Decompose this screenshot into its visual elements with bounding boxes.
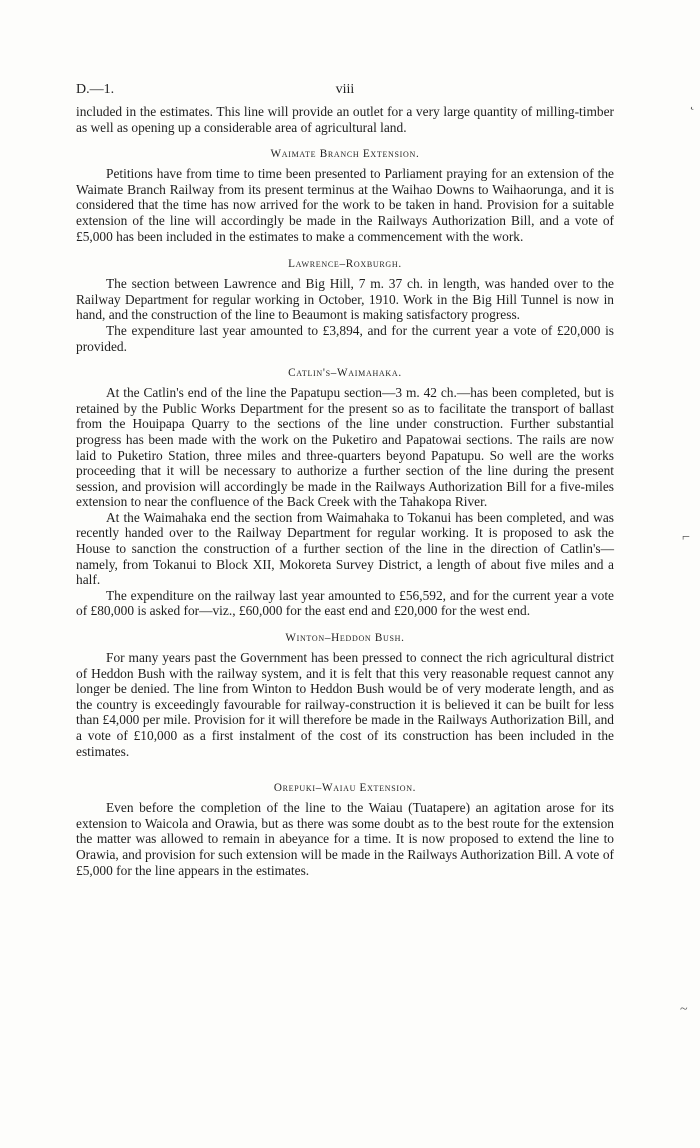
section-title-catlins: Catlin's–Waimahaka. <box>288 367 402 380</box>
document-reference: D.—1. <box>76 82 115 97</box>
intro-paragraph: included in the estimates. This line will provide an outlet for a very large quantity of milling-timber as well as opening up a considerable area of agricultural land. <box>76 104 614 135</box>
catlins-paragraph-1: At the Catlin's end of the line the Papatupu section—3 m. 42 ch.—has been completed, but is retained by the Public Works Department for the present so as to facilitate the transport of ballast from the Houipapa Quarry to the sections of the line under construction. Further substantial progress has been made with the work on the Puketiro and Papatowai sections. The rails are now laid to Puketiro Station, three miles and three-quarters beyond Papatupu. So well are the works proceeding that it will be necessary to authorize a further section of the line during the present session, and provision will accordingly be made in the Railways Authorization Bill for a five-miles extension to near the confluence of the Back Creek with the Tahakopa River. <box>76 385 614 510</box>
page-header <box>76 82 614 104</box>
waimate-paragraph-1: Petitions have from time to time been presented to Parliament praying for an extension of the Waimate Branch Railway from its present terminus at the Waihao Downs to Waihaorunga, and it is considered that the time has now arrived for the work to be taken in hand. Provision for a suitable extension of the line will accordingly be made in the Railways Authorization Bill, and a vote of £5,000 has been included in the estimates to make a commencement with the work. <box>76 166 614 244</box>
section-title-winton: Winton–Heddon Bush. <box>285 632 405 645</box>
scan-mark: ⌐ <box>682 530 690 545</box>
section-title-orepuki: Orepuki–Waiau Extension. <box>273 782 417 795</box>
lawrence-paragraph-2: The expenditure last year amounted to £3,894, and for the current year a vote of £20,000 is provided. <box>76 322 614 354</box>
scan-mark: ˛ <box>690 96 695 111</box>
orepuki-paragraph-1: Even before the completion of the line to the Waiau (Tuatapere) an agitation arose for its extension to Waicola and Orawia, but as there was some doubt as to the best route for the extension the matter was allowed to remain in abeyance for a time. It is now proposed to extend the line to Orawia, and provision for such extension will be made in the Railways Authorization Bill. A vote of £5,000 for the line appears in the estimates. <box>76 800 614 878</box>
winton-paragraph-1: For many years past the Government has been pressed to connect the rich agricultural district of Heddon Bush with the railway system, and it is felt that this very reasonable request cannot any longer be denied. The line from Winton to Heddon Bush would be of very moderate length, and as the country is exceedingly favourable for railway-construction it is believed it can be built for less than £4,000 per mile. Provision for it will therefore be made in the Railways Authorization Bill, and a vote of £10,000 as a first instalment of the cost of its construction has been included in the estimates. <box>76 650 614 759</box>
section-title-waimate: Waimate Branch Extension. <box>270 148 420 161</box>
catlins-paragraph-3: The expenditure on the railway last year amounted to £56,592, and for the current year a vote of £80,000 is asked for—viz., £60,000 for the east end and £20,000 for the west end. <box>76 587 614 619</box>
catlins-paragraph-2: At the Waimahaka end the section from Waimahaka to Tokanui has been completed, and was recently handed over to the Railway Department for regular working. It is proposed to ask the House to sanction the construction of a further section of the line in the direction of Catlin's—namely, from Tokanui to Block XII, Mokoreta Survey District, a length of about five miles and a half. <box>76 509 614 588</box>
section-title-lawrence: Lawrence–Roxburgh. <box>288 258 402 271</box>
scan-mark: ~ <box>680 1002 688 1017</box>
lawrence-paragraph-1: The section between Lawrence and Big Hill, 7 m. 37 ch. in length, was handed over to the Railway Department for regular working in October, 1910. Work in the Big Hill Tunnel is now in hand, and the construction of the line to Beaumont is making satisfactory progress. <box>76 276 614 323</box>
document-page <box>76 82 614 878</box>
page-number: viii <box>335 82 355 97</box>
